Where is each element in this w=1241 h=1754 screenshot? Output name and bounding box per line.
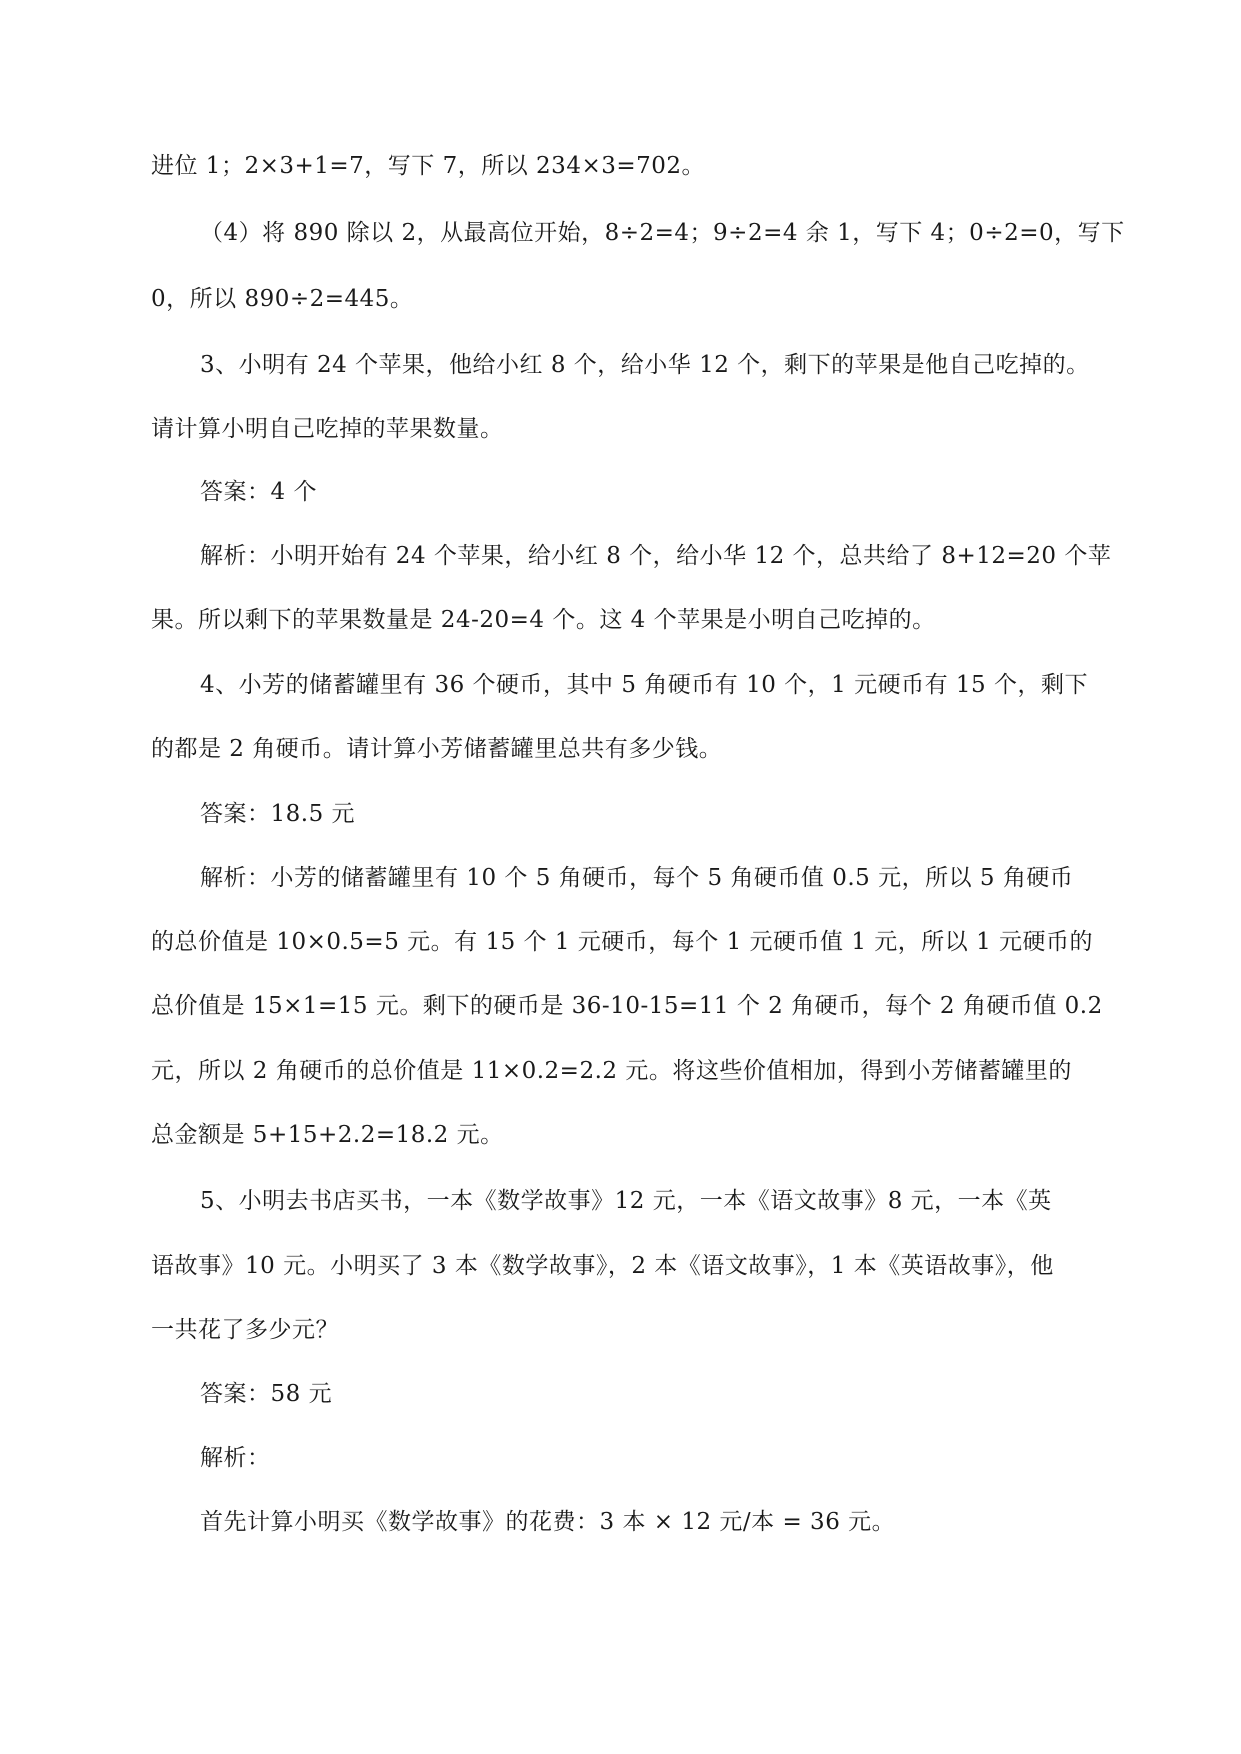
- text-line: （4）将 890 除以 2，从最高位开始，8÷2=4；9÷2=4 余 1，写下 4；0÷2=0，写下: [200, 220, 1125, 246]
- answer-4: 答案：18.5 元: [200, 801, 356, 827]
- text-line: 果。所以剩下的苹果数量是 24-20=4 个。这 4 个苹果是小明自己吃掉的。: [151, 607, 936, 633]
- analysis-5-step: 首先计算小明买《数学故事》的花费：3 本 × 12 元/本 = 36 元。: [200, 1509, 896, 1535]
- text-line: 总价值是 15×1=15 元。剩下的硬币是 36-10-15=11 个 2 角硬币，每个 2 角硬币值 0.2: [151, 993, 1103, 1019]
- text-line: 总金额是 5+15+2.2=18.2 元。: [151, 1122, 504, 1148]
- analysis-4: 解析：小芳的储蓄罐里有 10 个 5 角硬币，每个 5 角硬币值 0.5 元，所以 5 角硬币: [200, 865, 1074, 891]
- answer-5: 答案：58 元: [200, 1381, 333, 1407]
- text-line: 0，所以 890÷2=445。: [151, 286, 414, 312]
- question-5: 5、小明去书店买书，一本《数学故事》12 元，一本《语文故事》8 元，一本《英: [200, 1188, 1052, 1214]
- text-line: 请计算小明自己吃掉的苹果数量。: [151, 416, 504, 442]
- text-line: 元，所以 2 角硬币的总价值是 11×0.2=2.2 元。将这些价值相加，得到小芳储蓄罐里的: [151, 1058, 1072, 1084]
- analysis-5-label: 解析：: [200, 1445, 271, 1471]
- text-line: 一共花了多少元？: [151, 1317, 339, 1343]
- text-line: 的都是 2 角硬币。请计算小芳储蓄罐里总共有多少钱。: [151, 736, 723, 762]
- question-4: 4、小芳的储蓄罐里有 36 个硬币，其中 5 角硬币有 10 个，1 元硬币有 15 个，剩下: [200, 672, 1088, 698]
- question-3: 3、小明有 24 个苹果，他给小红 8 个，给小华 12 个，剩下的苹果是他自己吃掉的。: [200, 352, 1090, 378]
- text-line: 语故事》10 元。小明买了 3 本《数学故事》，2 本《语文故事》，1 本《英语故事》，他: [151, 1253, 1054, 1279]
- text-line: 进位 1；2×3+1=7，写下 7，所以 234×3=702。: [151, 153, 706, 179]
- text-line: 的总价值是 10×0.5=5 元。有 15 个 1 元硬币，每个 1 元硬币值 1 元，所以 1 元硬币的: [151, 929, 1094, 955]
- answer-3: 答案：4 个: [200, 479, 317, 505]
- analysis-3: 解析：小明开始有 24 个苹果，给小红 8 个，给小华 12 个，总共给了 8+12=20 个苹: [200, 543, 1112, 569]
